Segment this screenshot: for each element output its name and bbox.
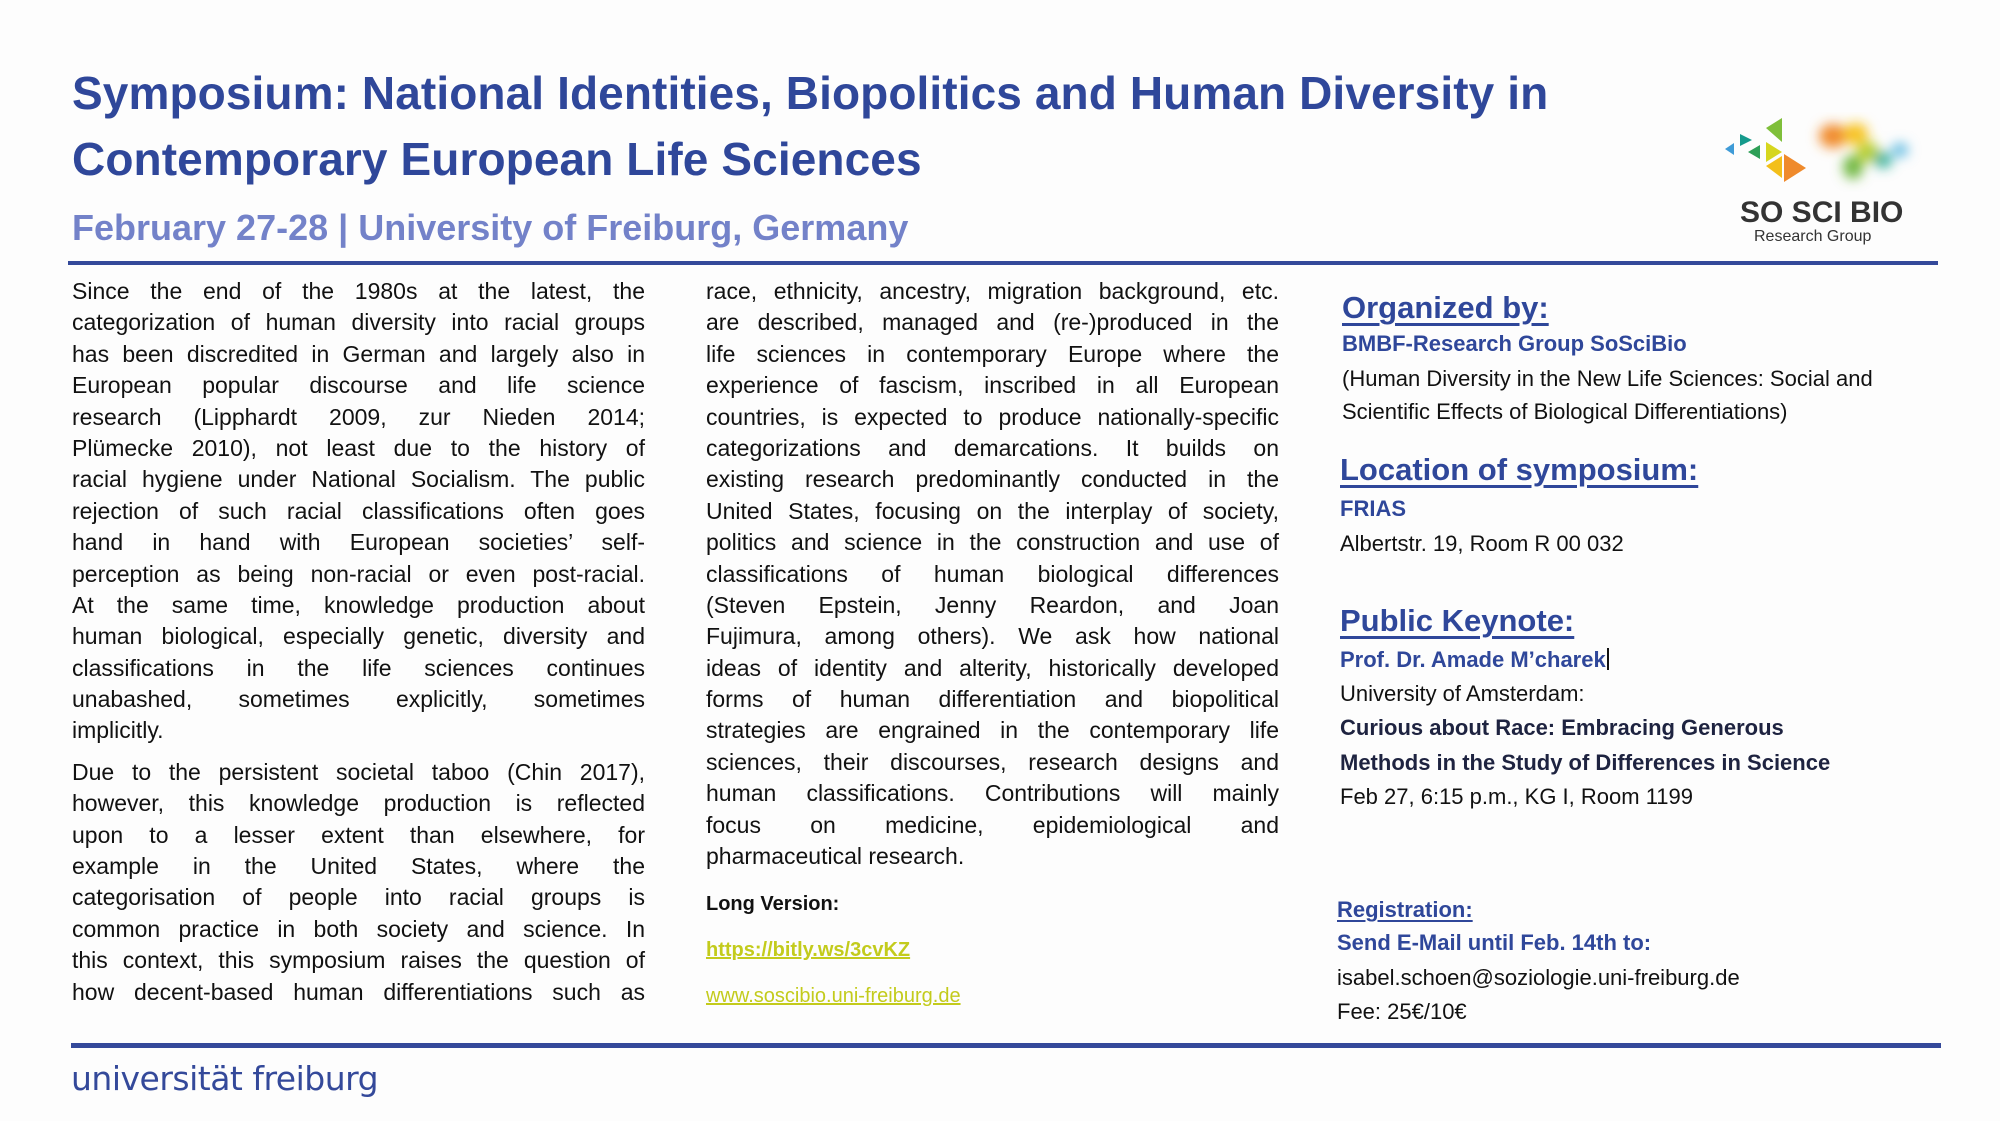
intro-paragraph-3 [706, 276, 1279, 872]
body-text-line: however, this knowledge production is reflected [72, 790, 645, 817]
body-text-line: Fujimura, among others). We ask how national [706, 623, 1279, 650]
intro-paragraph-1 [72, 276, 645, 747]
page-title-line-1: Symposium: National Identities, Biopolitics and Human Diversity in [72, 67, 1549, 119]
body-text-line: categorizations and demarcations. It builds on [706, 434, 1279, 461]
body-text-line: politics and science in the construction and use of [706, 529, 1279, 556]
registration-instruction: Send E-Mail until Feb. 14th to: [1337, 930, 1652, 955]
footer-divider [71, 1043, 1941, 1048]
body-text-line: focus on medicine, epidemiological and [706, 811, 1279, 838]
body-text-line: are described, managed and (re-)produced in the [706, 309, 1279, 336]
body-text-line: this context, this symposium raises the question of [72, 947, 645, 974]
body-text-line: upon to a lesser extent than elsewhere, for [72, 821, 645, 848]
university-freiburg-logo: universität freiburg [71, 1059, 379, 1098]
registration-fee: Fee: 25€/10€ [1337, 999, 1467, 1024]
organizer-description-line-1: (Human Diversity in the New Life Sciences: Social and [1342, 366, 1873, 391]
body-text-line: Due to the persistent societal taboo (Chin 2017), [72, 758, 645, 785]
keynote-affiliation: University of Amsterdam: [1340, 681, 1585, 706]
long-version-link[interactable]: https://bitly.ws/3cvKZ [706, 939, 911, 961]
body-text-line: ideas of identity and alterity, historically developed [706, 654, 1279, 681]
body-text-line: race, ethnicity, ancestry, migration background, etc. [706, 278, 1279, 304]
body-text-line: example in the United States, where the [72, 853, 645, 880]
location-address: Albertstr. 19, Room R 00 032 [1340, 531, 1624, 556]
registration-email[interactable]: isabel.schoen@soziologie.uni-freiburg.de [1337, 965, 1740, 990]
organized-by-heading: Organized by: [1342, 290, 1549, 325]
soscibio-logo-mark-icon [1718, 112, 1938, 192]
intro-column-2 [706, 276, 1279, 872]
website-link[interactable]: www.soscibio.uni-freiburg.de [706, 985, 961, 1007]
body-text-line: perception as being non-racial or even post-racial. [72, 560, 645, 587]
body-text-line: Plümecke 2010), not least due to the history of [72, 434, 645, 461]
body-text-line: countries, is expected to produce nationally-specific [706, 403, 1279, 430]
location-heading: Location of symposium: [1340, 452, 1699, 487]
organizer-name: BMBF-Research Group SoSciBio [1342, 331, 1687, 356]
body-text-line: rejection of such racial classifications often goes [72, 497, 645, 524]
body-text-line: forms of human differentiation and biopolitical [706, 686, 1279, 713]
body-text-line: life sciences in contemporary Europe where the [706, 340, 1279, 367]
body-text-line: unabashed, sometimes explicitly, sometimes [72, 686, 645, 713]
long-version-label: Long Version: [706, 893, 840, 915]
body-text-line: European popular discourse and life science [72, 372, 645, 399]
soscibio-logo-name: SO SCI BIO [1740, 196, 1904, 229]
event-date-location: February 27-28 | University of Freiburg, Germany [72, 207, 909, 248]
body-text-line: classifications in the life sciences continues [72, 654, 645, 681]
body-text-line: At the same time, knowledge production about [72, 591, 645, 618]
text-cursor [1607, 648, 1609, 670]
keynote-talk-title-line-2: Methods in the Study of Differences in Science [1340, 750, 1831, 775]
keynote-speaker-name: Prof. Dr. Amade M’charek [1340, 647, 1606, 672]
body-text-line: sciences, their discourses, research designs and [706, 748, 1279, 775]
body-text-line: how decent-based human differentiations such as [72, 978, 645, 1005]
header-divider [68, 261, 1938, 265]
body-text-line: implicitly. [72, 717, 164, 744]
keynote-speaker [1340, 648, 1609, 671]
intro-paragraph-2 [72, 757, 645, 1008]
body-text-line: racial hygiene under National Socialism. The public [72, 466, 645, 493]
body-text-line: has been discredited in German and largely also in [72, 340, 645, 367]
body-text-line: hand in hand with European societies’ self- [72, 529, 645, 556]
keynote-talk-title-line-1: Curious about Race: Embracing Generous [1340, 715, 1784, 740]
body-text-line: pharmaceutical research. [706, 843, 965, 870]
registration-heading: Registration: [1337, 897, 1473, 922]
body-text-line: United States, focusing on the interplay of society, [706, 497, 1279, 524]
location-venue: FRIAS [1340, 496, 1406, 521]
keynote-date-room: Feb 27, 6:15 p.m., KG I, Room 1199 [1340, 784, 1693, 809]
soscibio-logo-tagline: Research Group [1754, 228, 1872, 245]
body-text-line: experience of fascism, inscribed in all European [706, 372, 1279, 399]
keynote-heading: Public Keynote: [1340, 603, 1575, 638]
body-text-line: (Steven Epstein, Jenny Reardon, and Joan [706, 591, 1279, 618]
body-text-line: research (Lipphardt 2009, zur Nieden 2014; [72, 403, 645, 430]
body-text-line: human classifications. Contributions will mainly [706, 780, 1279, 807]
intro-column-1 [72, 276, 645, 1008]
body-text-line: strategies are engrained in the contemporary life [706, 717, 1279, 744]
soscibio-logo [1718, 112, 1938, 248]
body-text-line: existing research predominantly conducted in the [706, 466, 1279, 493]
body-text-line: common practice in both society and science. In [72, 915, 645, 942]
body-text-line: classifications of human biological differences [706, 560, 1279, 587]
page-title-line-2: Contemporary European Life Sciences [72, 133, 922, 185]
body-text-line: human biological, especially genetic, diversity and [72, 623, 645, 650]
body-text-line: Since the end of the 1980s at the latest, the [72, 278, 645, 304]
organizer-description-line-2: Scientific Effects of Biological Differentiations) [1342, 399, 1788, 424]
body-text-line: categorization of human diversity into racial groups [72, 309, 645, 336]
body-text-line: categorisation of people into racial groups is [72, 884, 645, 911]
